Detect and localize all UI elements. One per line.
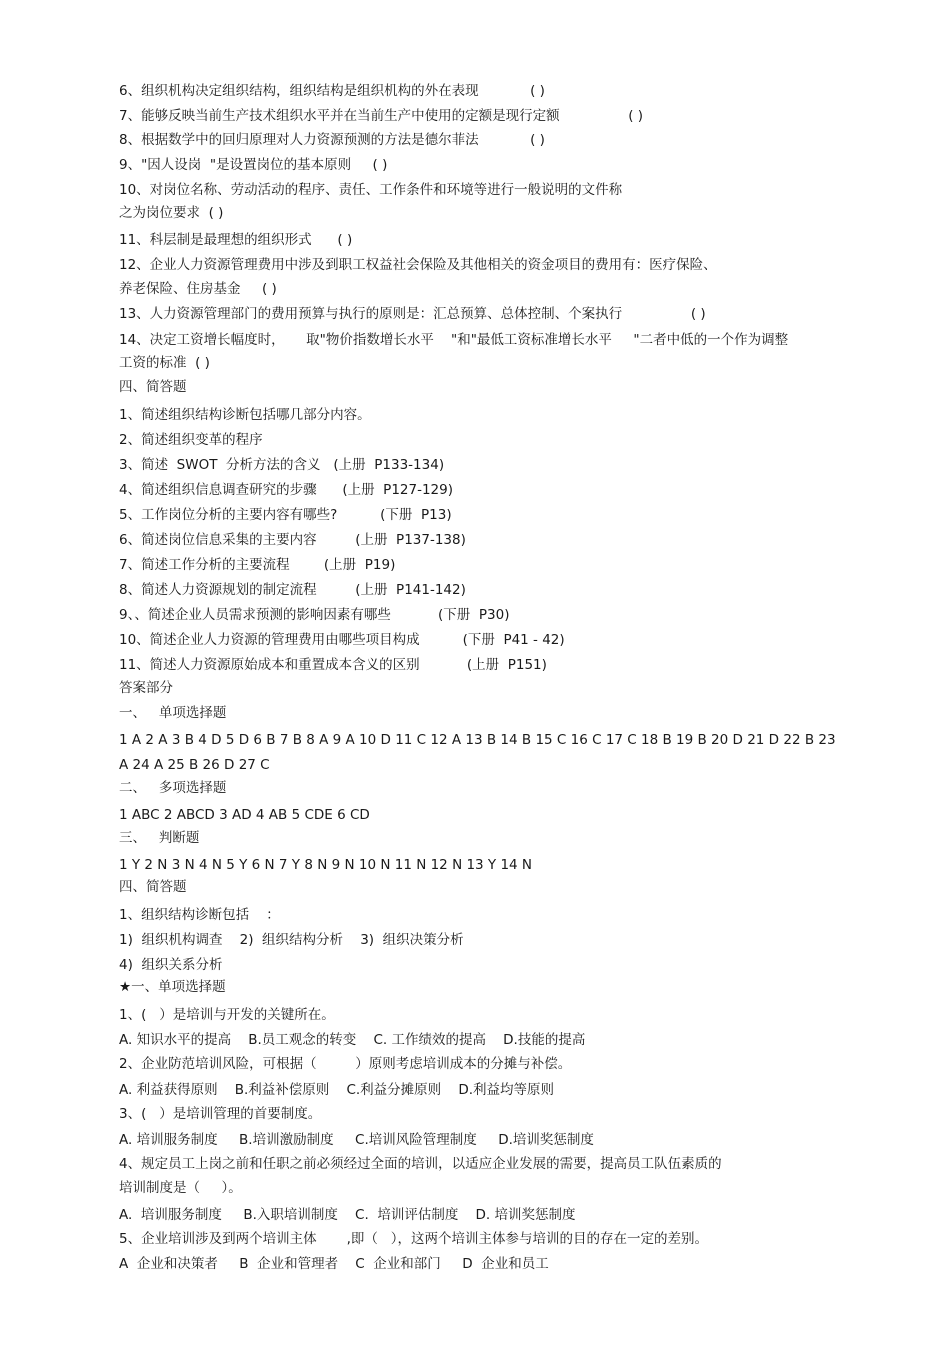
short-answer-question: 11、简述人力资源原始成本和重置成本含义的区别 (上册 P151) <box>119 657 547 673</box>
training-question-1-options: A. 知识水平的提高 B.员工观念的转变 C. 工作绩效的提高 D.技能的提高 <box>119 1032 586 1048</box>
training-question-5: 5、企业培训涉及到两个培训主体 ,即（ ），这两个培训主体参与培训的目的存在一定的差别。 <box>119 1231 709 1247</box>
training-question-4-options: A. 培训服务制度 B.入职培训制度 C. 培训评估制度 D. 培训奖惩制度 <box>119 1207 576 1223</box>
judgment-question-12-line2: 养老保险、住房基金 ( ) <box>119 281 277 297</box>
judgment-question-14-line1: 14、决定工资增长幅度时， 取"物价指数增长水平 "和"最低工资标准增长水平 "二者中低的一个作为调整 <box>119 332 789 348</box>
training-question-2: 2、企业防范培训风险，可根据（ ）原则考虑培训成本的分摊与补偿。 <box>119 1056 572 1072</box>
judgment-question-13: 13、人力资源管理部门的费用预算与执行的原则是：汇总预算、总体控制、个案执行 ( ) <box>119 306 706 322</box>
answers-single-choice-heading: 一、 单项选择题 <box>119 705 227 721</box>
short-answer-question: 6、简述岗位信息采集的主要内容 (上册 P137-138) <box>119 532 466 548</box>
answers-short-answer-heading: 四、简答题 <box>119 879 187 895</box>
answers-judgment-heading: 三、 判断题 <box>119 830 200 846</box>
short-answer-question: 5、工作岗位分析的主要内容有哪些? (下册 P13) <box>119 507 452 523</box>
judgment-question-11: 11、科层制是最理想的组织形式 ( ) <box>119 232 353 248</box>
short-answer-question: 8、简述人力资源规划的制定流程 (上册 P141-142) <box>119 582 466 598</box>
short-answer-question: 10、简述企业人力资源的管理费用由哪些项目构成 (下册 P41 - 42) <box>119 632 565 648</box>
training-question-3: 3、( ）是培训管理的首要制度。 <box>119 1106 322 1122</box>
judgment-question-12-line1: 12、企业人力资源管理费用中涉及到职工权益社会保险及其他相关的资金项目的费用有：医疗保险、 <box>119 257 717 273</box>
answers-multi-choice-line: 1 ABC 2 ABCD 3 AD 4 AB 5 CDE 6 CD <box>119 807 370 823</box>
judgment-question-10-line2: 之为岗位要求 ( ) <box>119 205 224 221</box>
short-answer-heading: 四、简答题 <box>119 379 187 395</box>
answers-single-choice-line2: A 24 A 25 B 26 D 27 C <box>119 757 270 773</box>
short-answer-question: 9、、简述企业人员需求预测的影响因素有哪些 (下册 P30) <box>119 607 510 623</box>
training-question-1: 1、( ）是培训与开发的关键所在。 <box>119 1007 335 1023</box>
answers-short-answer-line2: 1) 组织机构调查 2) 组织结构分析 3) 组织决策分析 <box>119 932 464 948</box>
training-question-4-line1: 4、规定员工上岗之前和任职之前必须经过全面的培训，以适应企业发展的需要，提高员工队伍素质的 <box>119 1156 722 1172</box>
short-answer-question: 4、简述组织信息调查研究的步骤 (上册 P127-129) <box>119 482 453 498</box>
judgment-question-6: 6、组织机构决定组织结构，组织结构是组织机构的外在表现 ( ) <box>119 83 545 99</box>
training-question-5-options: A 企业和决策者 B 企业和管理者 C 企业和部门 D 企业和员工 <box>119 1256 549 1272</box>
training-question-3-options: A. 培训服务制度 B.培训激励制度 C.培训风险管理制度 D.培训奖惩制度 <box>119 1132 594 1148</box>
answers-judgment-line: 1 Y 2 N 3 N 4 N 5 Y 6 N 7 Y 8 N 9 N 10 N 11 N 12 N 13 Y 14 N <box>119 857 533 873</box>
answers-multi-choice-heading: 二、 多项选择题 <box>119 780 227 796</box>
judgment-question-9: 9、"因人设岗 "是设置岗位的基本原则 ( ) <box>119 157 388 173</box>
judgment-question-14-line2: 工资的标准 ( ) <box>119 355 210 371</box>
judgment-question-10-line1: 10、对岗位名称、劳动活动的程序、责任、工作条件和环境等进行一般说明的文件称 <box>119 182 623 198</box>
training-question-2-options: A. 利益获得原则 B.利益补偿原则 C.利益分摊原则 D.利益均等原则 <box>119 1082 555 1098</box>
short-answer-question: 7、简述工作分析的主要流程 (上册 P19) <box>119 557 396 573</box>
training-question-4-line2: 培训制度是（ ）。 <box>119 1180 242 1196</box>
answers-short-answer-line1: 1、组织结构诊断包括 ： <box>119 907 280 923</box>
short-answer-question: 3、简述 SWOT 分析方法的含义 (上册 P133-134) <box>119 457 445 473</box>
short-answer-question: 2、简述组织变革的程序 <box>119 432 263 448</box>
answers-single-choice-line1: 1 A 2 A 3 B 4 D 5 D 6 B 7 B 8 A 9 A 10 D 11 C 12 A 13 B 14 B 15 C 16 C 17 C 18 B 19 B 20 D 21 D 22 B 23 <box>119 732 836 748</box>
short-answer-question: 1、简述组织结构诊断包括哪几部分内容。 <box>119 407 371 423</box>
training-single-choice-heading: ★一、单项选择题 <box>119 979 226 995</box>
answers-heading: 答案部分 <box>119 680 173 696</box>
judgment-question-8: 8、根据数学中的回归原理对人力资源预测的方法是德尔菲法 ( ) <box>119 132 545 148</box>
answers-short-answer-line3: 4) 组织关系分析 <box>119 957 223 973</box>
judgment-question-7: 7、能够反映当前生产技术组织水平并在当前生产中使用的定额是现行定额 ( ) <box>119 108 644 124</box>
